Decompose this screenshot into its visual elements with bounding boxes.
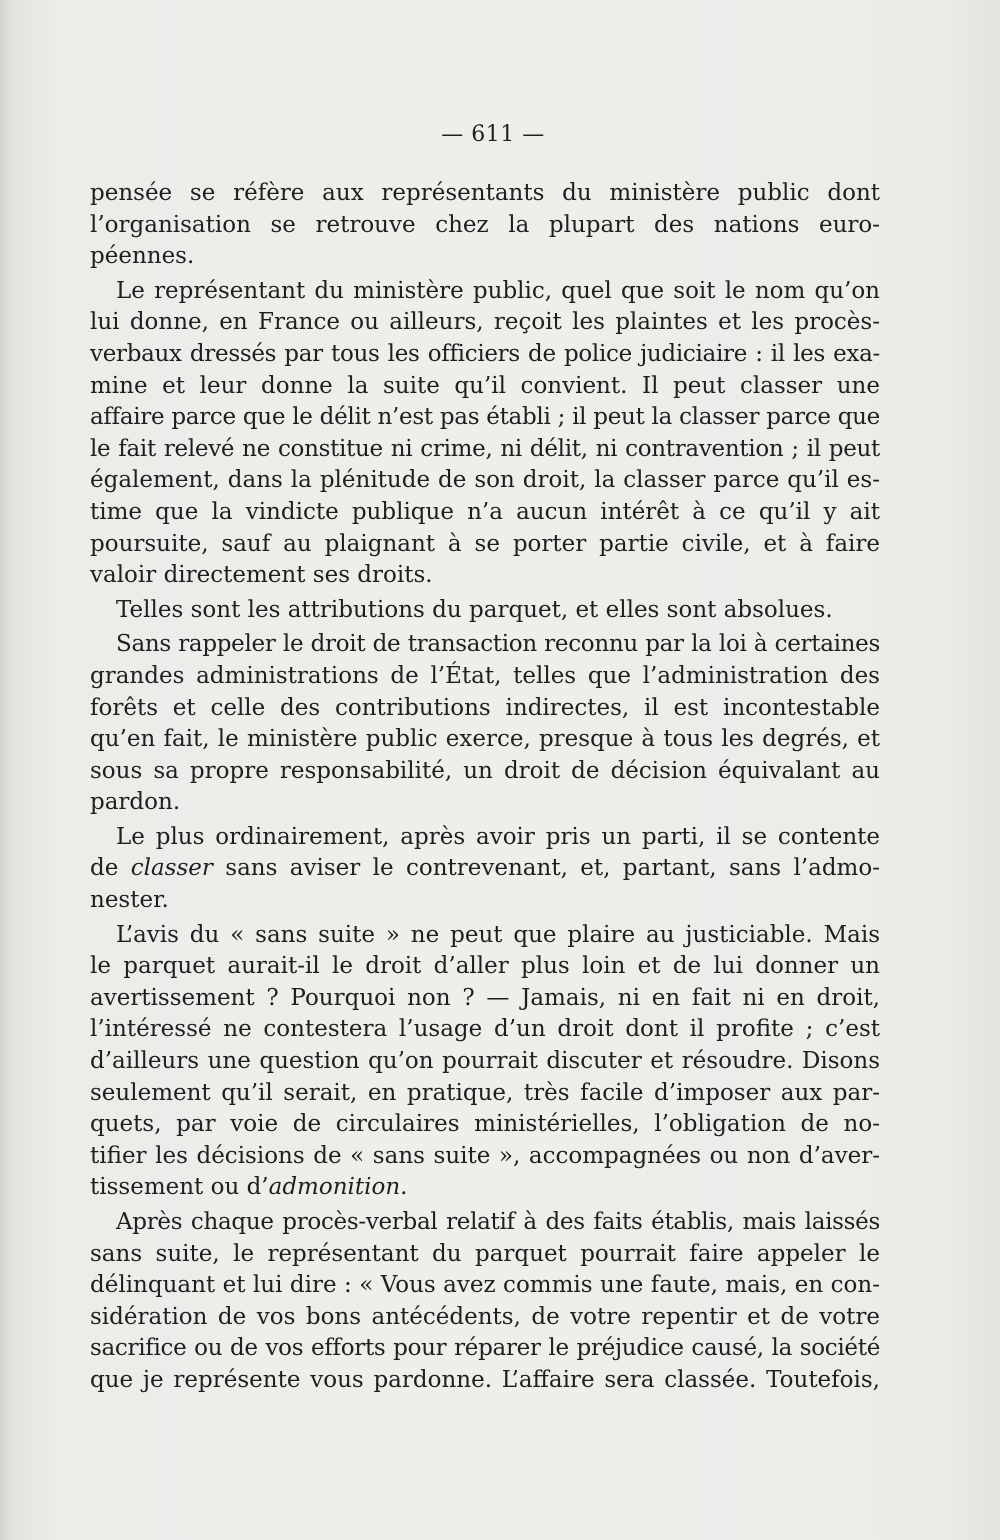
text-line: sidération de vos bons antécédents, de votre repentir et de votre xyxy=(90,1303,880,1330)
text-line: lui donne, en France ou ailleurs, reçoit les plaintes et les procès- xyxy=(90,309,880,336)
paragraph xyxy=(90,178,880,273)
text-line: Le plus ordinairement, après avoir pris un parti, il se contente xyxy=(116,823,880,850)
text-line: péennes. xyxy=(90,243,195,270)
text-line: sans suite, le représentant du parquet pourrait faire appeler le xyxy=(90,1240,880,1267)
paragraph xyxy=(90,276,880,592)
text-line: d’ailleurs une question qu’on pourrait discuter et résoudre. Disons xyxy=(90,1048,880,1075)
text-line: le fait relevé ne constitue ni crime, ni délit, ni contravention ; il peut xyxy=(90,435,880,462)
paragraph xyxy=(90,1207,880,1397)
text-line: tifier les décisions de « sans suite », accompagnées ou non d’aver- xyxy=(90,1142,880,1169)
text-line: également, dans la plénitude de son droit, la classer parce qu’il es- xyxy=(90,467,880,494)
text-line: de classer sans aviser le contrevenant, et, partant, sans l’admo- xyxy=(90,855,880,882)
text-line: Après chaque procès-verbal relatif à des faits établis, mais laissés xyxy=(116,1209,880,1235)
paragraph xyxy=(90,629,880,819)
text-line: Le représentant du ministère public, quel que soit le nom qu’on xyxy=(116,277,880,304)
text-line: quets, par voie de circulaires ministérielles, l’obligation de no- xyxy=(90,1111,880,1138)
text-line: mine et leur donne la suite qu’il convient. Il peut classer une xyxy=(90,372,880,399)
text-line: time que la vindicte publique n’a aucun intérêt à ce qu’il y ait xyxy=(90,498,880,525)
text-line: que je représente vous pardonne. L’affaire sera classée. Toutefois, xyxy=(90,1366,880,1393)
text-line: le parquet aurait-il le droit d’aller plus loin et de lui donner un xyxy=(90,953,880,980)
text-line: tissement ou d’admonition. xyxy=(90,1174,408,1201)
text-line: délinquant et lui dire : « Vous avez commis une faute, mais, en con- xyxy=(90,1272,880,1299)
text-line: qu’en fait, le ministère public exerce, presque à tous les degrés, et xyxy=(90,726,880,753)
text-line: pensée se réfère aux représentants du ministère public dont xyxy=(90,180,880,206)
paragraph xyxy=(90,920,880,1204)
text-line: pardon. xyxy=(90,789,181,816)
text-line: sacrifice ou de vos efforts pour réparer le préjudice causé, la société xyxy=(90,1335,880,1362)
paragraph xyxy=(90,595,880,627)
paragraph xyxy=(90,822,880,917)
text-line: Telles sont les attributions du parquet, et elles sont absolues. xyxy=(116,596,833,623)
page-number: — 611 — xyxy=(441,122,545,147)
text-line: seulement qu’il serait, en pratique, très facile d’imposer aux par- xyxy=(90,1079,880,1106)
text-line: valoir directement ses droits. xyxy=(90,562,433,589)
text-line: grandes administrations de l’État, telles que l’administration des xyxy=(90,662,880,689)
text-line: L’avis du « sans suite » ne peut que plaire au justiciable. Mais xyxy=(116,921,880,948)
text-line: avertissement ? Pourquoi non ? — Jamais, ni en fait ni en droit, xyxy=(90,984,880,1011)
text-line: sous sa propre responsabilité, un droit de décision équivalant au xyxy=(90,757,880,784)
text-line: nester. xyxy=(90,887,169,914)
text-line: affaire parce que le délit n’est pas établi ; il peut la classer parce que xyxy=(90,404,880,431)
body-text xyxy=(90,178,880,1400)
text-line: l’intéressé ne contestera l’usage d’un droit dont il profite ; c’est xyxy=(90,1016,880,1043)
text-line: forêts et celle des contributions indirectes, il est incontestable xyxy=(90,694,880,721)
text-line: verbaux dressés par tous les officiers de police judiciaire : il les exa- xyxy=(90,340,880,367)
text-line: poursuite, sauf au plaignant à se porter partie civile, et à faire xyxy=(90,530,880,557)
text-line: l’organisation se retrouve chez la plupart des nations euro- xyxy=(90,211,880,238)
text-line: Sans rappeler le droit de transaction reconnu par la loi à certaines xyxy=(116,631,880,658)
